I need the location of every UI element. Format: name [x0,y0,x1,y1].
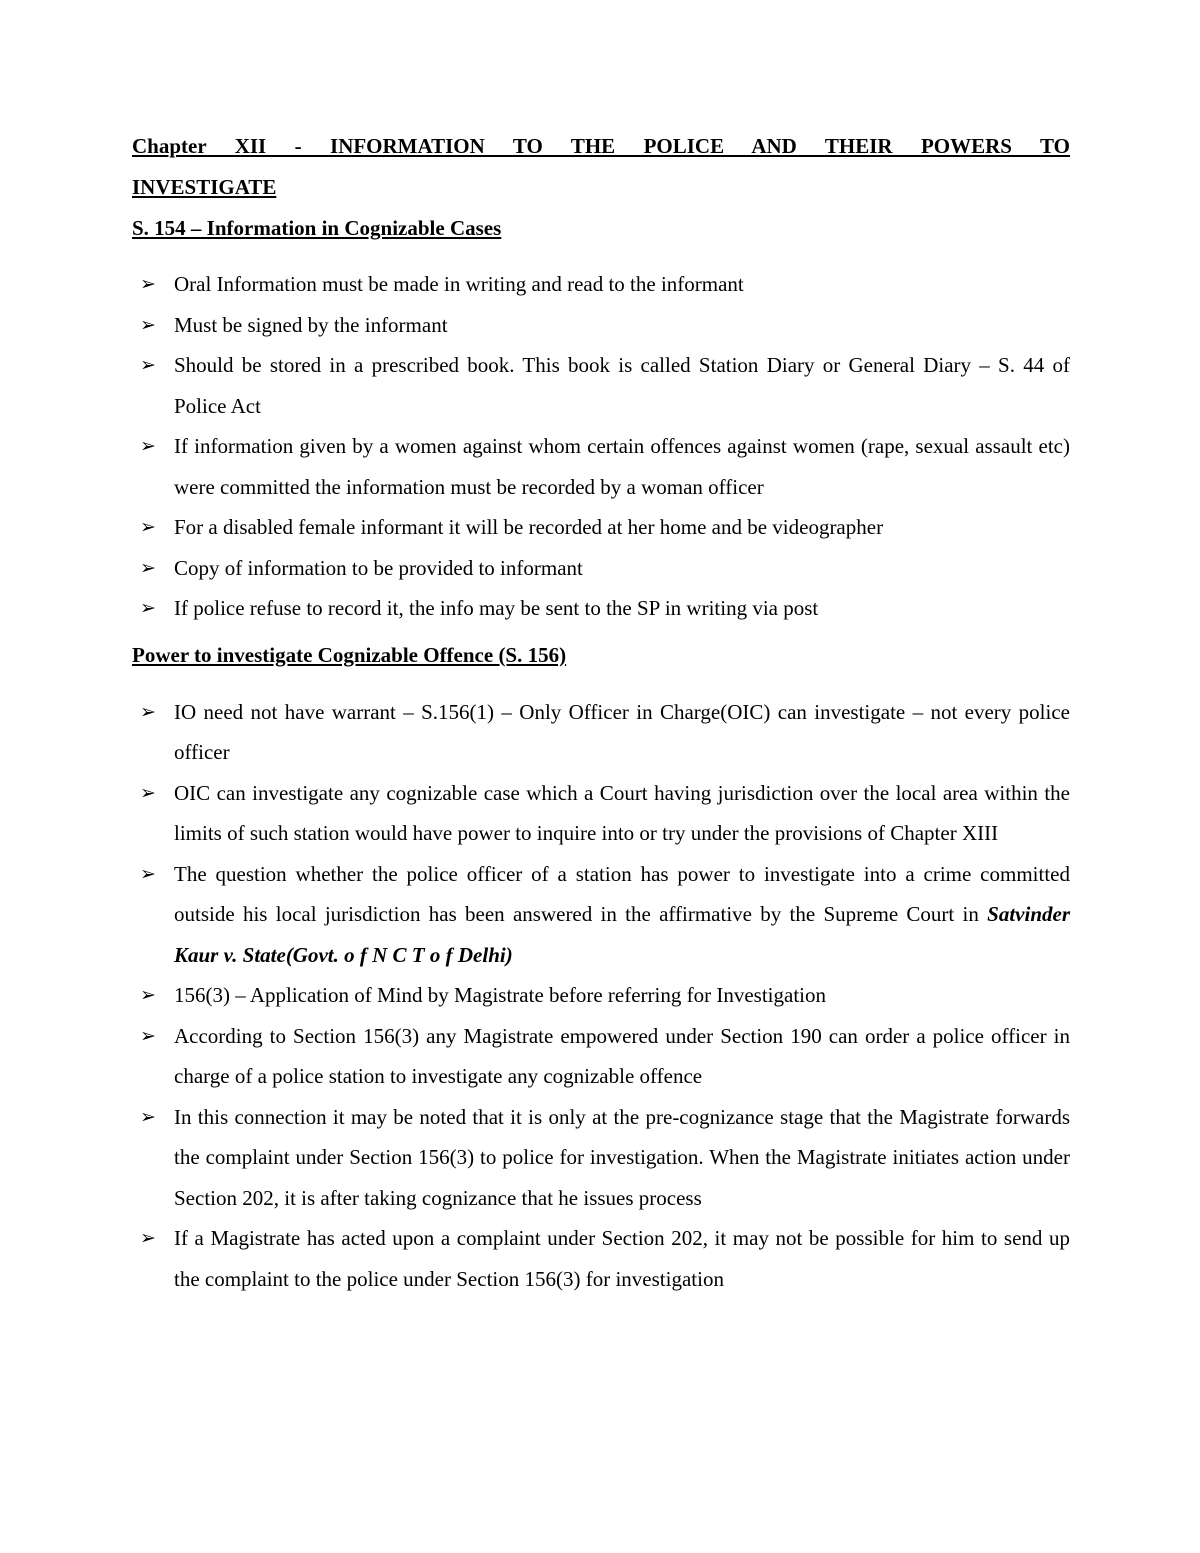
arrow-bullet-icon: ➢ [140,781,156,804]
list-item: ➢ If a Magistrate has acted upon a complaint under Section 202, it may not be possible for him to send up the complaint to the police under Section 156(3) for investigation [132,1218,1070,1299]
list-item: ➢ IO need not have warrant – S.156(1) – Only Officer in Charge(OIC) can investigate – not every police officer [132,692,1070,773]
arrow-bullet-icon: ➢ [140,984,156,1006]
section-heading-s156: Power to investigate Cognizable Offence (S. 156) [132,642,567,667]
list-item: ➢ If police refuse to record it, the info may be sent to the SP in writing via post [132,588,1070,629]
bullet-list-s154 [132,264,1070,629]
arrow-bullet-icon: ➢ [140,556,156,579]
arrow-bullet-icon: ➢ [140,273,156,295]
arrow-bullet-icon: ➢ [140,313,156,336]
document-page [132,126,1070,1299]
arrow-bullet-icon: ➢ [140,597,156,619]
section-heading-s154: S. 154 – Information in Cognizable Cases [132,216,502,240]
arrow-bullet-icon: ➢ [140,1105,156,1128]
arrow-bullet-icon: ➢ [140,1024,156,1047]
arrow-bullet-icon: ➢ [140,700,156,723]
arrow-bullet-icon: ➢ [140,435,156,457]
arrow-bullet-icon: ➢ [140,1227,156,1249]
list-item: ➢ If information given by a women against whom certain offences against women (rape, sexual assault etc) were committed the information must be recorded by a woman officer [132,426,1070,507]
list-item: ➢ Must be signed by the informant [132,305,1070,346]
arrow-bullet-icon: ➢ [140,354,156,376]
list-item: ➢ According to Section 156(3) any Magistrate empowered under Section 190 can order a police officer in charge of a police station to investigate any cognizable offence [132,1016,1070,1097]
list-item: ➢ 156(3) – Application of Mind by Magistrate before referring for Investigation [132,975,1070,1016]
bullet-list-s156 [132,692,1070,1300]
chapter-title-line1: Chapter XII - INFORMATION TO THE POLICE AND THEIR POWERS TO [132,134,1070,158]
arrow-bullet-icon: ➢ [140,516,156,538]
list-item: ➢ The question whether the police officer of a station has power to investigate into a crime committed outside his local jurisdiction has been answered in the affirmative by the Supreme Court in Satvinder Kaur v. State(Govt. o f N C T o f Delhi) [132,854,1070,976]
list-item: ➢ Copy of information to be provided to informant [132,548,1070,589]
chapter-title-line2: INVESTIGATE [132,175,277,199]
case-citation: Satvinder Kaur v. State(Govt. o f N C T o f Delhi) [174,902,1070,967]
list-item: ➢ Oral Information must be made in writing and read to the informant [132,264,1070,305]
arrow-bullet-icon: ➢ [140,862,156,885]
list-item: ➢ OIC can investigate any cognizable case which a Court having jurisdiction over the local area within the limits of such station would have power to inquire into or try under the provisions of Chapter XIII [132,773,1070,854]
chapter-title [132,126,1070,208]
list-item: ➢ For a disabled female informant it will be recorded at her home and be videographer [132,507,1070,548]
list-item: ➢ Should be stored in a prescribed book. This book is called Station Diary or General Diary – S. 44 of Police Act [132,345,1070,426]
list-item: ➢ In this connection it may be noted that it is only at the pre-cognizance stage that the Magistrate forwards the complaint under Section 156(3) to police for investigation. When the Magistrate initiates action under Section 202, it is after taking cognizance that he issues process [132,1097,1070,1219]
